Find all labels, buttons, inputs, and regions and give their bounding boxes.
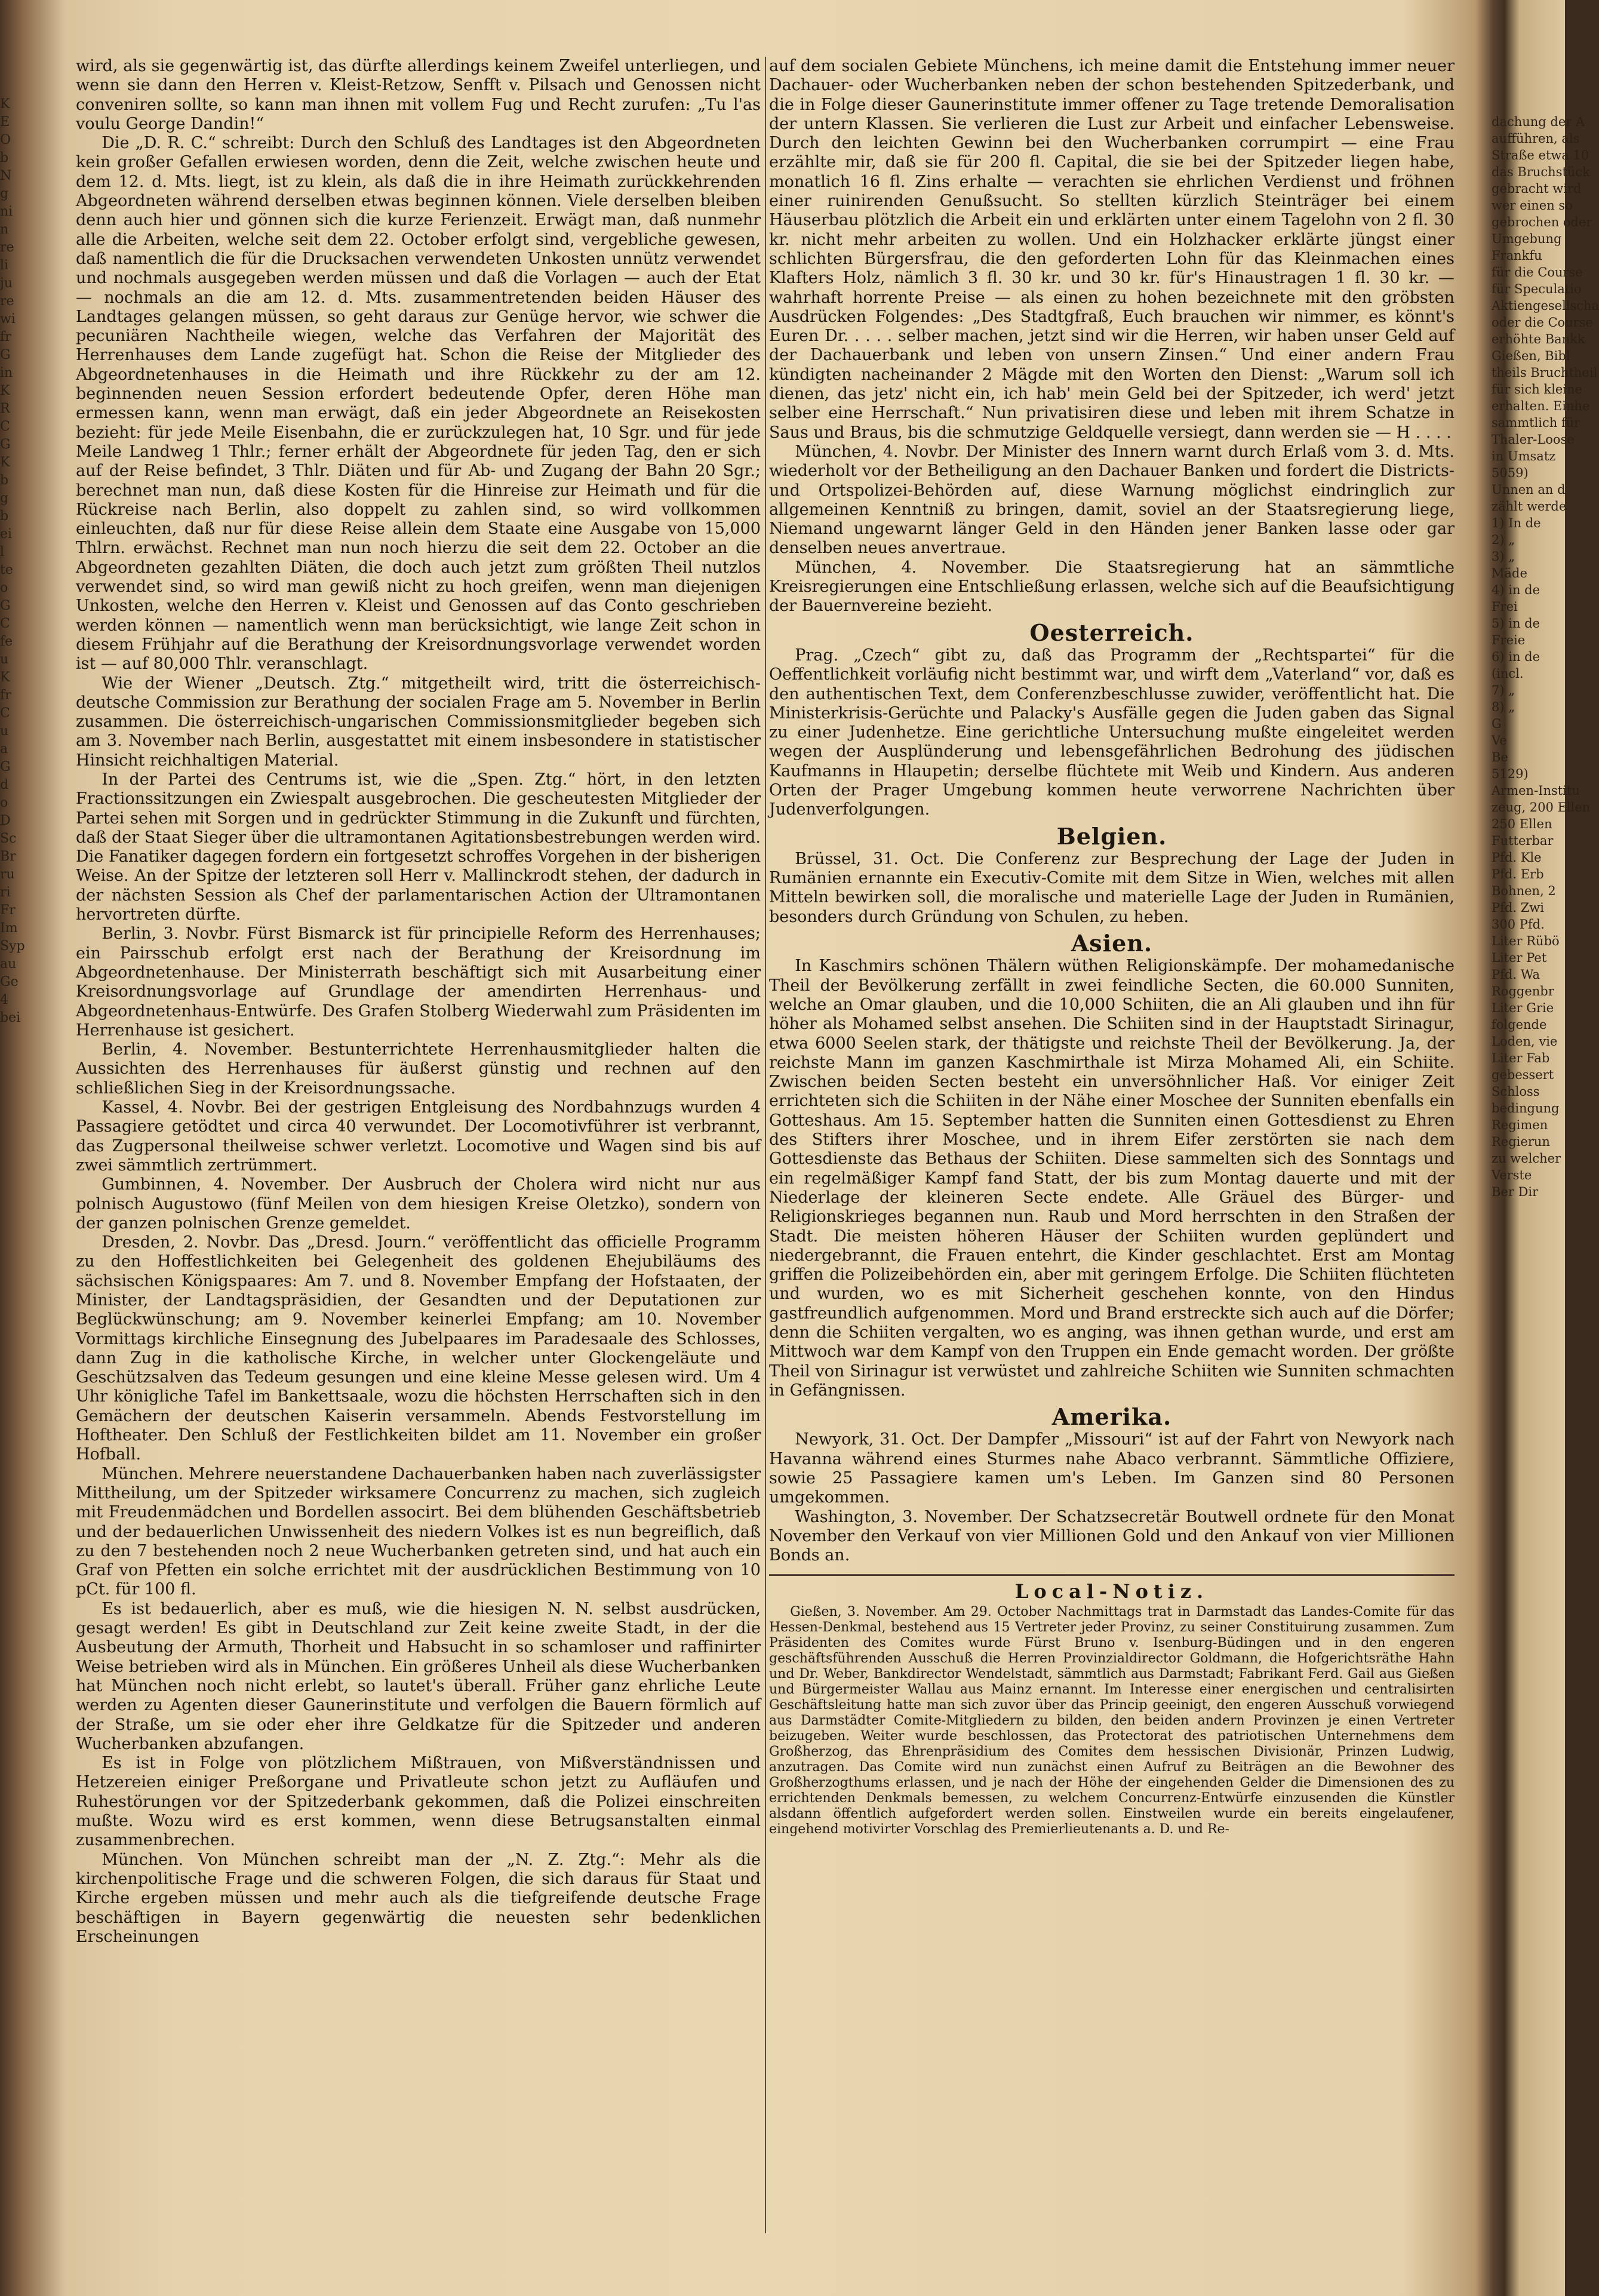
margin-fragment: o	[0, 580, 8, 595]
margin-fragment: G	[0, 348, 11, 362]
margin-fragment: (incl.	[1492, 666, 1524, 681]
article-paragraph: Die „D. R. C.“ schreibt: Durch den Schluß des Landtages ist den Abgeordneten kein großer Gefallen erwiesen worden, denn die Zeit, welche zwischen heute und dem 12. d. Mts. liegt, ist zu klein, als daß die in ihre Heimath zurückkehrenden Abgeordneten während derselben etwas beginnen können. Viele derselben bleiben denn auch hier und gönnen sich die kurze Ferienzeit. Erwägt man, daß nunmehr alle die Arbeiten, welche seit dem 22. October erfolgt sind, vergebliche gewesen, daß namentlich die für die Drucksachen verwendeten Unkosten unnütz verwendet und nochmals ausgegeben werden müssen und daß die Vorlagen — auch der Etat — nochmals an die am 12. d. Mts. zusammentretenden beiden Häuser des Landtages gelangen müssen, so geht daraus zur Genüge hervor, wie schwer die pecuniären Nachtheile wiegen, welche das Verfahren der Majorität des Herrenhauses dem Lande zugefügt hat. Schon die Reise der Mitglieder des Abgeordnetenhauses in die Heimath und ihre Rückkehr zu der am 12. beginnenden neuen Session erfordert bedeutende Opfer, deren Höhe man ermessen kann, wenn man erwägt, daß ein jeder Abgeordnete an Reisekosten bezieht: für jede Meile Eisenbahn, die er zurückzulegen hat, 10 Sgr. und für jede Meile Landweg 1 Thlr.; ferner erhält der Abgeordnete für jeden Tag, den er sich auf der Reise befindet, 3 Thlr. Diäten und für Ab- und Zugang der Bahn 20 Sgr.; berechnet man nun, daß diese Kosten für die Hinreise zur Heimath und für die Rückreise nach Berlin, also doppelt zu zahlen sind, so wird vollkommen einleuchten, daß nur für diese Reise allein dem Staate eine Ausgabe von 15,000 Thlrn. erwächst. Rechnet man nun noch hierzu die seit dem 22. October an die Abgeordneten gezahlten Diäten, die doch auch jetzt zum größten Theil nutzlos verwendet sind, so wird man gewiß nicht zu hoch greifen, wenn man diejenigen Unkosten, welche den Herren v. Kleist und Genossen auf das Conto geschrieben werden können — namentlich wenn man berücksichtigt, wie lange Zeit schon in diesem Frühjahr auf die Berathung der Kreisordnungsvorlage verwendet worden ist — auf 80,000 Thlr. veranschlagt.	[76, 134, 761, 674]
margin-fragment: 2) „	[1492, 533, 1515, 547]
margin-fragment: ni	[0, 204, 13, 219]
margin-fragment: Verste	[1492, 1168, 1532, 1182]
margin-fragment: fr	[0, 330, 11, 345]
margin-fragment: C	[0, 419, 10, 434]
margin-fragment: fr	[0, 688, 11, 703]
margin-fragment: E	[0, 115, 10, 130]
article-paragraph: Wie der Wiener „Deutsch. Ztg.“ mitgetheilt wird, tritt die österreichisch-deutsche Commission zur Berathung der socialen Frage am 5. November in Berlin zusammen. Die österreichisch-ungarischen Commissionsmitglieder begeben sich am 3. November nach Berlin, ausgestattet mit einem insbesondere in statistischer Hinsicht reichhaltigen Material.	[76, 674, 761, 770]
margin-fragment: K	[0, 383, 10, 398]
margin-fragment: D	[0, 813, 11, 828]
margin-fragment: Br	[0, 849, 16, 864]
left-margin-fragments	[0, 96, 23, 1027]
margin-fragment: Freie	[1492, 633, 1526, 647]
local-notiz-section	[769, 1574, 1455, 1837]
margin-fragment: in Umsatz	[1492, 449, 1556, 463]
margin-fragment: a	[0, 742, 8, 757]
margin-fragment: 3) „	[1492, 549, 1515, 564]
margin-fragment: Fr	[0, 903, 16, 918]
section-heading-asien: Asien.	[1071, 930, 1153, 957]
margin-fragment: Regierun	[1492, 1135, 1550, 1149]
margin-fragment: wi	[0, 312, 16, 327]
article-paragraph: Es ist bedauerlich, aber es muß, wie die hiesigen N. N. selbst ausdrücken, gesagt werden! Es gibt in Deutschland zur Zeit keine zweite Stadt, in der die Ausbeutung der Armuth, Thorheit und Habsucht in so schamloser und raffinirter Weise betrieben wird als in München. Ein größeres Unheil als diese Wucherbanken hat München noch nicht erlebt, so lautet's überall. Früher ganz ehrliche Leute werden zu Agenten dieser Gaunerinstitute und verfolgen die Bauern förmlich auf der Straße, um sie oder eher ihre Geldkatze für die Spitzeder und anderen Wucherbanken abzufangen.	[76, 1599, 761, 1753]
margin-fragment: 7) „	[1492, 683, 1515, 697]
local-notiz-text: Gießen, 3. November. Am 29. October Nachmittags trat in Darmstadt das Landes-Comite für das Hessen-Denkmal, bestehend aus 15 Vertreter jeder Provinz, zu seiner Constituirung zusammen. Zum Präsidenten des Comites wurde Fürst Bruno v. Isenburg-Büdingen und in den engeren geschäftsführenden Ausschuß die Herren Provinzialdirector Goldmann, die Hofgerichtsräthe Hahn und Dr. Weber, Bankdirector Wendelstadt, sämmtlich aus Darmstadt; Fabrikant Ferd. Gail aus Gießen und Bürgermeister Wallau aus Mainz ernannt. Im Interesse einer energischen und centralisirten Geschäftsleitung hatte man sich zuvor über das Princip geeinigt, den engeren Ausschuß vorwiegend aus Darmstädter Comite-Mitgliedern zu bilden, den beiden andern Provinzen je einen Vertreter beizugeben. Weiter wurde beschlossen, das Protectorat des patriotischen Unternehmens dem Großherzog, das Ehrenpräsidium des Comites dem hessischen Divisionär, Prinzen Ludwig, anzutragen. Das Comite wird nun zunächst einen Aufruf zu Beiträgen an die Bewohner des Großherzogthums erlassen, und je nach der Höhe der eingehenden Gelder die Dimensionen des zu errichtenden Denkmals bemessen, zu welchem Concurrenz-Entwürfe einzusenden die Künstler alsdann öffentlich aufgefordert werden sollen. Einstweilen wurde ein bereits eingelaufener, eingehend motivirter Vorschlag des Premierlieutenants a. D. und Re-	[769, 1604, 1455, 1837]
margin-fragment: Sc	[0, 831, 17, 846]
margin-fragment: gebracht wird	[1492, 182, 1582, 196]
margin-fragment: Liter Pet	[1492, 951, 1547, 965]
margin-fragment: 300 Pfd.	[1492, 917, 1545, 932]
article-paragraph: München. Mehrere neuerstandene Dachauerbanken haben nach zuverlässigster Mittheilung, um der Spitzeder wirksamere Concurrenz zu machen, sich zugleich mit Freudenmädchen und Bordellen associrt. Bei dem blühenden Geschäftsbetrieb und der bedauerlichen Unwissenheit des niedern Volkes ist es nun begreiflich, daß zu den 7 bestehenden noch 2 neue Wucherbanken getreten sind, und hat auch ein Graf von Pfetten ein solche errichtet mit der ausdrücklichen Bestimmung von 10 pCt. für 100 fl.	[76, 1464, 761, 1599]
margin-fragment: 8) „	[1492, 700, 1515, 714]
article-paragraph: Dresden, 2. Novbr. Das „Dresd. Journ.“ veröffentlicht das officielle Programm zu den Hoffestlichkeiten bei Gelegenheit des goldenen Ehejubiläums des sächsischen Königspaares: Am 7. und 8. November Empfang der Hofstaaten, der Minister, der Landtagspräsidien, der Gesandten und der Deputationen zur Beglückwünschung; am 9. November keinerlei Empfang; am 10. November Vormittags kirchliche Einsegnung des Jubelpaares im Paradesaale des Schlosses, dann Zug in die katholische Kirche, in welcher unter Glockengeläute und Geschützsalven das Tedeum gesungen und eine kleine Messe gelesen wird. Um 4 Uhr königliche Tafel im Bankettsaale, wozu die höchsten Herrschaften sich in den Gemächern der deutschen Kaiserin versammeln. Abends Festvorstellung im Hoftheater. Den Schluß der Festlichkeiten bildet am 11. November ein großer Hofball.	[76, 1233, 761, 1464]
margin-fragment: gebessert	[1492, 1068, 1554, 1082]
margin-fragment: erhöhte Bankk	[1492, 332, 1585, 346]
article-paragraph: Kassel, 4. Novbr. Bei der gestrigen Entgleisung des Nordbahnzugs wurden 4 Passagiere getödtet und circa 40 verwundet. Der Locomotivführer ist verbrannt, das Zugpersonal theilweise schwer verletzt. Locomotive und Wagen sind bis auf zwei sämmtlich zertrümmert.	[76, 1098, 761, 1175]
margin-fragment: g	[0, 186, 9, 201]
margin-fragment: Pfd. Erb	[1492, 867, 1544, 881]
margin-fragment: Regimen	[1492, 1118, 1548, 1132]
margin-fragment: au	[0, 957, 17, 972]
margin-fragment: n	[0, 222, 9, 237]
margin-fragment: das Bruchstück	[1492, 165, 1590, 179]
article-paragraph: In Kaschmirs schönen Thälern wüthen Religionskämpfe. Der mohamedanische Theil der Bevölkerung zerfällt in zwei feindliche Secten, die 60.000 Sunniten, welche an Omar glauben, und die 10,000 Schiiten, die an Ali glauben und ihn für höher als Mohamed selbst ansehen. Die Schiiten sind in der Hauptstadt Sirinagur, etwa 6000 Seelen stark, der thätigste und reichste Theil der Bevölkerung. Ja, der reichste Mann im ganzen Kaschmirthale ist Mirza Mohamed Ali, ein Schiite. Zwischen beiden Secten besteht ein unversöhnlicher Haß. Vor einiger Zeit errichteten sich die Schiiten in der Nähe einer Moschee der Sunniten ebenfalls ein Gotteshaus. Am 15. September hatten die Sunniten einen Gottesdienst zu Ehren des Stifters ihrer Moschee, und in ihrem Eifer zerstörten sie nach dem Gottesdienste das Bethaus der Schiiten. Diese sammelten sich des Sonntags und ein regelmäßiger Kampf fand Statt, der bis zum Montag dauerte und mit der Niederlage der kleineren Secte endete. Alle Gräuel des Bürger- und Religionskrieges begannen nun. Raub und Mord herrschten in den Straßen der Stadt. Die meisten höheren Häuser der Schiiten wurden geplündert und niedergebrannt, die Frauen entehrt, die Kinder geschlachtet. Erst am Montag griffen die Polizeibehörden ein, aber mit geringem Erfolge. Die Schiiten flüchteten und wurden, wo es mit Sicherheit geschehen konnte, von den Hindus gastfreundlich aufgenommen. Mord und Brand erstreckte sich auch auf die Dörfer; denn die Schiiten vergalten, wo es anging, was ihnen gethan wurde, und erst am Mittwoch war dem Kampf von den Truppen ein Ende gemacht worden. Der größte Theil von Sirinagur ist verwüstet und zahlreiche Schiiten wie Sunniten schmachten in Gefängnissen.	[769, 957, 1455, 1400]
margin-fragment: Ber Dir	[1492, 1185, 1539, 1199]
margin-fragment: G	[0, 437, 11, 452]
margin-fragment: 4	[0, 992, 8, 1007]
article-paragraph: München, 4. Novbr. Der Minister des Innern warnt durch Erlaß vom 3. d. Mts. wiederholt vor der Betheiligung an den Dachauer Banken und fordert die Districts- und Ortspolizei-Behörden auf, diese Warnung möglichst eindringlich zur allgemeinen Kenntniß zu bringen, damit, soviel an der Staatsregierung liege, Niemand ungewarnt länger Geld in den Händen jener Banken lasse oder gar denselben neues anvertraue.	[769, 442, 1455, 558]
margin-fragment: d	[0, 777, 9, 792]
margin-fragment: Gießen, Bibl	[1492, 349, 1570, 363]
section-heading-belgien: Belgien.	[1056, 822, 1167, 850]
article-paragraph: Brüssel, 31. Oct. Die Conferenz zur Besprechung der Lage der Juden in Rumänien ernannte ein Executiv-Comite mit dem Sitze in Wien, welches mit allen Mitteln bewirken soll, die moralische und materielle Lage der Juden in Rumänien, besonders durch Gründung von Schulen, zu heben.	[769, 849, 1455, 926]
margin-fragment: Armen-Institu	[1492, 783, 1580, 798]
margin-fragment: K	[0, 670, 10, 685]
margin-fragment: Liter Fab	[1492, 1051, 1550, 1065]
margin-fragment: ru	[0, 867, 15, 882]
margin-fragment: Pfd. Zwi	[1492, 900, 1544, 915]
article-paragraph: Es ist in Folge von plötzlichem Mißtrauen, von Mißverständnissen und Hetzereien einiger Preßorgane und Privatleute schon jetzt zu Aufläufen und Ruhestörungen vor der Spitzederbank gekommen, daß die Polizei einschreiten mußte. Wozu wird es erst kommen, wenn diese Betrugsanstalten einmal zusammenbrechen.	[76, 1754, 761, 1850]
margin-fragment: Im	[0, 921, 18, 936]
margin-fragment: sammtlich für	[1492, 416, 1580, 430]
margin-fragment: u	[0, 724, 9, 739]
margin-fragment: für die Course	[1492, 265, 1583, 279]
margin-fragment: Roggenbr	[1492, 984, 1554, 998]
margin-fragment: ju	[0, 276, 13, 291]
margin-fragment: Liter Rübö	[1492, 934, 1560, 948]
margin-fragment: G	[0, 598, 11, 613]
margin-fragment: Ge	[0, 975, 19, 989]
section-heading-amerika: Amerika.	[1051, 1403, 1172, 1431]
margin-fragment: G	[0, 760, 11, 774]
left-column	[76, 57, 761, 1947]
article-paragraph: Washington, 3. November. Der Schatzsecretär Boutwell ordnete für den Monat November den Verkauf von vier Millionen Gold und den Ankauf von vier Millionen Bonds an.	[769, 1507, 1455, 1565]
margin-fragment: Frankfu	[1492, 248, 1542, 263]
margin-fragment: 6) in de	[1492, 650, 1540, 664]
article-paragraph: Prag. „Czech“ gibt zu, daß das Programm der „Rechtspartei“ für die Oeffentlichkeit vorläufig nicht bestimmt war, und wirft dem „Vaterland“ vor, daß es den authentischen Text, dem Conferenzbeschlusse zuwider, veröffentlicht hat. Die Ministerkrisis-Gerüchte und Palacky's Ausfälle gegen die Juden gaben das Signal zu einer Judenhetze. Eine gerichtliche Untersuchung mußte eingeleitet werden wegen der Ausplünderung und lebensgefährlichen Bedrohung des jüdischen Kaufmanns in Hlaupetin; derselbe flüchtete mit Weib und Kindern. Aus anderen Orten der Prager Umgebung kommen heute verworrene Nachrichten über Judenverfolgungen.	[769, 646, 1455, 819]
margin-fragment: für sich kleine	[1492, 382, 1583, 397]
margin-fragment: Unnen an d	[1492, 482, 1566, 497]
margin-fragment: Thaler-Loose	[1492, 432, 1575, 447]
margin-fragment: 5) in de	[1492, 616, 1540, 631]
margin-fragment: folgende	[1492, 1018, 1547, 1032]
margin-fragment: K	[0, 455, 10, 470]
local-notiz-title: Local-Notiz.	[1014, 1579, 1209, 1603]
margin-fragment: Loden, vie	[1492, 1034, 1558, 1049]
margin-fragment: Ve	[1492, 733, 1507, 748]
column-rule	[765, 57, 766, 2233]
margin-fragment: li	[0, 258, 9, 273]
margin-fragment: Aktiengesellscha	[1492, 299, 1599, 313]
margin-fragment: Be	[1492, 750, 1508, 764]
margin-fragment: u	[0, 652, 9, 667]
margin-fragment: 4) in de	[1492, 583, 1540, 597]
margin-fragment: C	[0, 706, 10, 721]
margin-fragment: G	[1492, 717, 1502, 731]
margin-fragment: bedingung	[1492, 1101, 1560, 1115]
margin-fragment: theils Bruchtheil	[1492, 365, 1598, 380]
margin-fragment: Mäde	[1492, 566, 1527, 580]
margin-fragment: bei	[0, 1010, 21, 1025]
margin-fragment: aufführen, als	[1492, 131, 1580, 146]
article-paragraph: wird, als sie gegenwärtig ist, das dürfte allerdings keinem Zweifel unterliegen, und wenn sie dann den Herren v. Kleist-Retzow, Senfft v. Pilsach und Genossen nicht conveniren sollte, so kann man ihnen mit vollem Fug und Recht zurufen: „Tu l'as voulu George Dandin!“	[76, 57, 761, 133]
newspaper-page	[57, 57, 1469, 2266]
article-paragraph: Newyork, 31. Oct. Der Dampfer „Missouri“ ist auf der Fahrt von Newyork nach Havanna während eines Sturmes nahe Abaco verbrannt. Sämmtliche Offiziere, sowie 25 Passagiere kamen um's Leben. Im Ganzen sind 80 Personen umgekommen.	[769, 1430, 1455, 1507]
margin-fragment: in	[0, 365, 13, 380]
article-paragraph: Berlin, 3. Novbr. Fürst Bismarck ist für principielle Reform des Herrenhauses; ein Pairsschub erfolgt erst nach der Berathung der Kreisordnung im Abgeordnetenhause. Der Ministerrath beschäftigt sich mit Ausarbeitung einer Kreisordnungsvorlage auf Grundlage der amendirten Herrenhaus- und Abgeordnetenhaus-Entwürfe. Des Grafen Stolberg Wiederwahl zum Präsidenten im Herrenhause ist gesichert.	[76, 924, 761, 1040]
margin-fragment: te	[0, 563, 13, 577]
margin-fragment: b	[0, 509, 9, 524]
margin-fragment: l	[0, 545, 5, 560]
margin-fragment: erhalten. Einhe	[1492, 399, 1590, 413]
margin-fragment: zeug, 200 Ellen	[1492, 800, 1591, 814]
article-paragraph: München. Von München schreibt man der „N. Z. Ztg.“: Mehr als die kirchenpolitische Frage und die schweren Folgen, die sich daraus für Staat und Kirche ergeben müssen und mehr auch als die tiefgreifende deutsche Frage beschäftigen in Bayern gegenwärtig die neuesten sehr bedenklichen Erscheinungen	[76, 1850, 761, 1946]
margin-fragment: Pfd. Kle	[1492, 850, 1542, 865]
margin-fragment: R	[0, 401, 10, 416]
margin-fragment: Liter Grie	[1492, 1001, 1554, 1015]
margin-fragment: O	[0, 133, 11, 147]
margin-fragment: Straße etwa 10	[1492, 148, 1589, 162]
margin-fragment: N	[0, 168, 12, 183]
margin-fragment: K	[0, 97, 10, 112]
article-paragraph: Berlin, 4. November. Bestunterrichtete Herrenhausmitglieder halten die Aussichten des Herrenhauses für äußerst günstig und rechnen auf den schließlichen Sieg in der Kreisordnungssache.	[76, 1040, 761, 1098]
margin-fragment: zu welcher	[1492, 1151, 1561, 1166]
right-margin-fragments	[1492, 113, 1599, 1200]
margin-fragment: wer einen so	[1492, 198, 1573, 213]
margin-fragment: gebrochen oder	[1492, 215, 1592, 229]
article-paragraph: In der Partei des Centrums ist, wie die „Spen. Ztg.“ hört, in den letzten Fractionssitzungen ein Zwiespalt ausgebrochen. Die gescheutesten Mitglieder der Partei sehen mit Sorgen und in gedrückter Stimmung in die Zukunft und fürchten, daß der Staat Sieger über die ultramontanen Agitationsbestrebungen werden wird. Die Fanatiker dagegen fordern ein fortgesetzt schroffes Vorgehen in der bisherigen Weise. An der Spitze der letzteren soll Herr v. Mallinckrodt stehen, der dadurch in der nächsten Session als Chef der parlamentarischen Action der Ultramontanen hervortreten dürfte.	[76, 770, 761, 924]
article-paragraph: Gumbinnen, 4. November. Der Ausbruch der Cholera wird nicht nur aus polnisch Augustowo (fünf Meilen von dem hiesigen Kreise Oletzko), sondern von der ganzen polnischen Grenze gemeldet.	[76, 1175, 761, 1232]
margin-fragment: 250 Ellen	[1492, 817, 1552, 831]
margin-fragment: ri	[0, 885, 11, 900]
margin-fragment: 5129)	[1492, 767, 1529, 781]
article-paragraph: München, 4. November. Die Staatsregierung hat an sämmtliche Kreisregierungen eine Entschließung erlassen, welche sich auf die Beaufsichtigung der Bauernvereine bezieht.	[769, 558, 1455, 616]
margin-fragment: Schloss	[1492, 1084, 1540, 1099]
margin-fragment: o	[0, 795, 8, 810]
margin-fragment: g	[0, 491, 9, 506]
margin-fragment: ei	[0, 527, 13, 542]
margin-fragment: re	[0, 240, 14, 255]
margin-fragment: Bohnen, 2	[1492, 884, 1556, 898]
margin-fragment: b	[0, 473, 9, 488]
margin-fragment: für Speculatio	[1492, 282, 1582, 296]
margin-fragment: 1) In de	[1492, 516, 1541, 530]
margin-fragment: dachung der A	[1492, 115, 1585, 129]
margin-fragment: Syp	[0, 939, 25, 954]
margin-fragment: re	[0, 294, 14, 309]
margin-fragment: Frei	[1492, 600, 1518, 614]
margin-fragment: Pfd. Wa	[1492, 967, 1540, 982]
margin-fragment: 5059)	[1492, 466, 1529, 480]
margin-fragment: C	[0, 616, 10, 631]
margin-fragment: Futterbar	[1492, 834, 1554, 848]
margin-fragment: b	[0, 150, 9, 165]
right-column	[769, 57, 1455, 1837]
margin-fragment: oder die Course	[1492, 315, 1593, 330]
margin-fragment: zählt werde	[1492, 499, 1567, 514]
margin-fragment: Umgebung	[1492, 232, 1562, 246]
margin-fragment: fe	[0, 634, 13, 649]
article-paragraph: auf dem socialen Gebiete Münchens, ich meine damit die Entstehung immer neuer Dachauer- oder Wucherbanken neben der schon bestehenden Spitzederbank, und die in Folge dieser Gaunerinstitute immer offener zu Tage tretende Demoralisation der untern Klassen. Sie verlieren die Lust zur Arbeit und einfacher Lebensweise. Durch den leichten Gewinn bei den Wucherbanken corrumpirt — eine Frau erzählte mir, daß sie für 200 fl. Capital, die sie bei der Spitzeder liegen habe, monatlich 16 fl. Zins erhalte — verachten sie ehrlichen Verdienst und fröhnen einer ruinirenden Genußsucht. So stellten kürzlich Steinträger bei einem Häuserbau plötzlich die Arbeit ein und erklärten unter einem Tagelohn von 2 fl. 30 kr. nicht mehr arbeiten zu wollen. Und ein Holzhacker erklärte jüngst einer schlichten Bürgersfrau, die den geforderten Lohn für das Kleinmachen eines Klafters Holz, nämlich 3 fl. 30 kr. und 30 kr. für's Hinaustragen 1 fl. 30 kr. — wahrhaft horrente Preise — als einen zu hohen bezeichnete mit den gröbsten Ausdrücken Folgendes: „Des Stadtgfraß, Euch brauchen wir nimmer, es könnt's Euren Dr. . . . . selber machen, jetzt sind wir die Herren, wir haben unser Geld auf der Dachauerbank und leben von unsern Zinsen.“ Und einer andern Frau kündigten nacheinander 2 Mägde mit den Worten den Dienst: „Warum soll ich dienen, das jetz' nicht ein, ich hab' mein Geld bei der Spitzeder, ich werd' jetzt selber eine Herrschaft.“ Nun privatisiren diese und leben mit ihrem Schatze in Saus und Braus, bis die schmutzige Geldquelle versiegt, dann werden sie — H . . . .	[769, 57, 1455, 442]
section-heading-oesterreich: Oesterreich.	[1029, 619, 1194, 646]
